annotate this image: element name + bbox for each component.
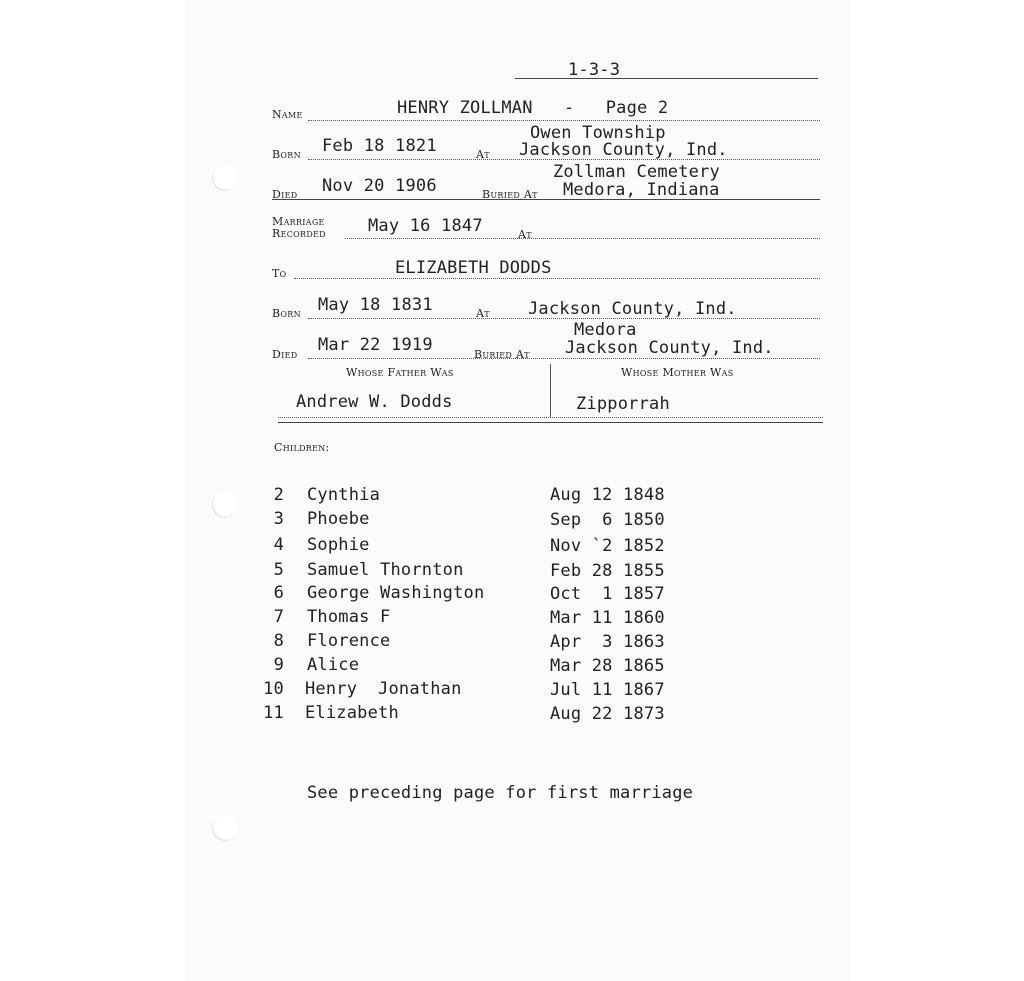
child-name: Henry Jonathan (305, 679, 462, 699)
spouse-died-label: Died (272, 348, 298, 361)
buried-at-line1: Zollman Cemetery (553, 162, 720, 182)
parents-line-double (278, 422, 823, 423)
died-date: Nov 20 1906 (322, 176, 437, 196)
spouse-name: ELIZABETH DODDS (395, 258, 552, 278)
born-date: Feb 18 1821 (322, 136, 437, 156)
mother-name: Zipporrah (576, 394, 670, 414)
child-number: 4 (273, 535, 284, 555)
marriage-label-line1: Marriage (272, 215, 325, 228)
child-number: 5 (273, 560, 284, 580)
name-label: Name (272, 108, 303, 121)
child-name: Sophie (307, 535, 370, 555)
spouse-born-at: Jackson County, Ind. (528, 299, 737, 319)
child-date: Nov `2 1852 (550, 536, 665, 556)
child-date: Sep 6 1850 (550, 510, 665, 530)
to-line (294, 278, 820, 279)
child-date: Aug 22 1873 (550, 704, 665, 724)
buried-at-line2: Medora, Indiana (563, 180, 720, 200)
child-number: 8 (273, 631, 284, 651)
card-code: 1-3-3 (568, 60, 621, 80)
marriage-line (345, 238, 820, 239)
spouse-died-line (308, 358, 820, 359)
child-date: Mar 28 1865 (550, 656, 665, 676)
child-number: 9 (273, 655, 284, 675)
marriage-at-label: At (518, 228, 532, 241)
footer-note: See preceding page for first marriage (307, 783, 694, 803)
spouse-buried-line2: Jackson County, Ind. (565, 338, 774, 358)
marriage-date: May 16 1847 (368, 216, 483, 236)
child-name: Alice (307, 655, 360, 675)
born-line (308, 159, 820, 160)
child-date: Jul 11 1867 (550, 680, 665, 700)
punch-hole (212, 165, 238, 191)
parents-divider (550, 364, 551, 418)
code-underline (515, 78, 818, 79)
spouse-died-date: Mar 22 1919 (318, 335, 433, 355)
marriage-label (272, 216, 326, 240)
name-line (308, 120, 820, 121)
child-name: Samuel Thornton (307, 560, 464, 580)
child-name: Elizabeth (305, 703, 399, 723)
born-at-label: At (476, 148, 490, 161)
father-label: Whose Father Was (346, 366, 454, 379)
child-number: 6 (273, 583, 284, 603)
punch-hole (212, 815, 238, 841)
parents-line (278, 417, 823, 418)
child-date: Mar 11 1860 (550, 608, 665, 628)
born-label: Born (272, 148, 301, 161)
spouse-born-at-label: At (476, 307, 490, 320)
punch-hole (212, 492, 238, 518)
spouse-born-date: May 18 1831 (318, 295, 433, 315)
child-date: Aug 12 1848 (550, 485, 665, 505)
name-value: HENRY ZOLLMAN - Page 2 (397, 98, 669, 118)
spouse-born-label: Born (272, 307, 301, 320)
born-at-line2: Jackson County, Ind. (519, 140, 728, 160)
died-line (272, 199, 820, 200)
child-date: Feb 28 1855 (550, 561, 665, 581)
child-name: Phoebe (307, 509, 370, 529)
child-name: Thomas F (307, 607, 391, 627)
mother-label: Whose Mother Was (621, 366, 734, 379)
spouse-buried-at-label: Buried At (474, 348, 530, 361)
to-label: To (272, 267, 287, 280)
child-name: Cynthia (307, 485, 381, 505)
child-number: 10 (263, 679, 284, 699)
child-number: 7 (273, 607, 284, 627)
child-date: Oct 1 1857 (550, 584, 665, 604)
buried-at-label: Buried At (482, 188, 538, 201)
child-date: Apr 3 1863 (550, 632, 665, 652)
child-name: Florence (307, 631, 391, 651)
born-at-line1: Owen Township (530, 123, 666, 143)
died-label: Died (272, 188, 298, 201)
child-number: 11 (263, 703, 284, 723)
children-label: Children: (274, 441, 330, 454)
marriage-label-line2: Recorded (272, 227, 326, 240)
child-number: 3 (273, 509, 284, 529)
child-number: 2 (273, 485, 284, 505)
father-name: Andrew W. Dodds (296, 392, 453, 412)
child-name: George Washington (307, 583, 485, 603)
spouse-born-line (308, 318, 820, 319)
spouse-buried-line1: Medora (574, 320, 637, 340)
